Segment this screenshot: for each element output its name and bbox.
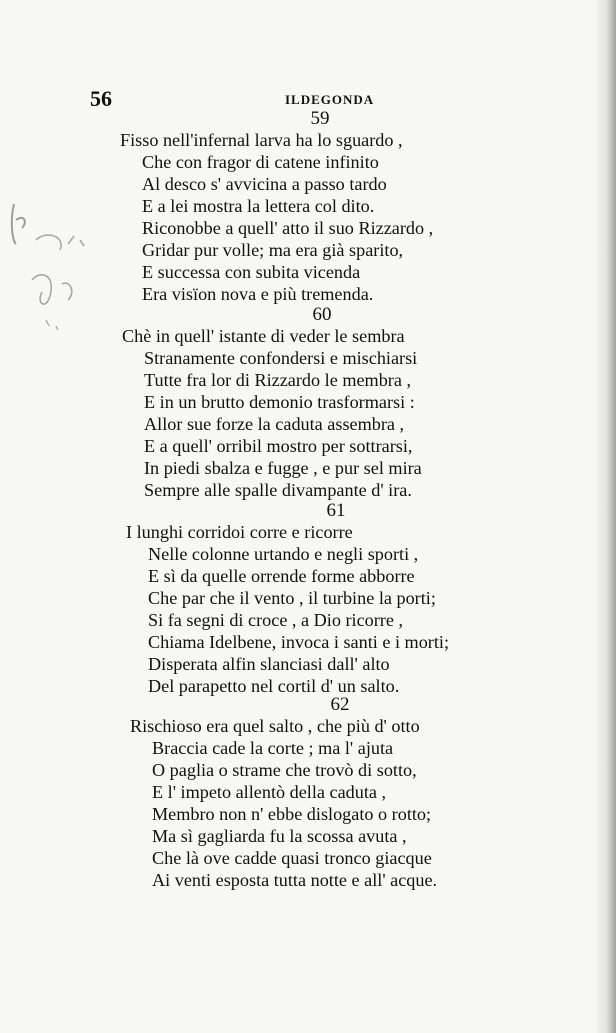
verse-line: Rischioso era quel salto , che più d' otto: [130, 716, 420, 736]
stanza-number: 62: [330, 694, 350, 715]
verse-line: Al desco s' avvicina a passo tardo: [142, 174, 387, 194]
running-title: ILDEGONDA: [285, 92, 375, 107]
verse-line: Che par che il vento , il turbine la porti;: [148, 588, 436, 608]
margin-ink-marks: [6, 200, 116, 350]
page-edge-shadow: [594, 0, 616, 1033]
verse-line: E successa con subita vicenda: [142, 262, 361, 282]
verse-line: Gridar pur volle; ma era già sparito,: [142, 240, 404, 260]
verse-line: In piedi sbalza e fugge , e pur sel mira: [144, 458, 422, 478]
verse-line: E a quell' orribil mostro per sottrarsi,: [144, 436, 413, 456]
stanza-number: 60: [312, 304, 332, 325]
verse-line: E l' impeto allentò della caduta ,: [152, 782, 387, 802]
verse-line: Tutte fra lor di Rizzardo le membra ,: [144, 370, 412, 390]
verse-line: O paglia o strame che trovò di sotto,: [152, 760, 417, 780]
verse-line: Sempre alle spalle divampante d' ira.: [144, 480, 412, 500]
stanza-number: 61: [326, 500, 346, 521]
stanza-number: 59: [310, 108, 330, 129]
verse-line: E in un brutto demonio trasformarsi :: [144, 392, 415, 412]
verse-line: Riconobbe a quell' atto il suo Rizzardo ,: [142, 218, 434, 238]
stanza-59: [120, 108, 520, 305]
verse-line: Del parapetto nel cortil d' un salto.: [148, 676, 400, 696]
verse-line: Ma sì gagliarda fu la scossa avuta ,: [152, 826, 407, 846]
verse-line: E sì da quelle orrende forme abborre: [148, 566, 415, 586]
verse-line: Che con fragor di catene infinito: [142, 152, 379, 172]
verse-line: Ai venti esposta tutta notte e all' acque.: [152, 870, 438, 890]
verse-line: E a lei mostra la lettera col dito.: [142, 196, 375, 216]
verse-line: Era visïon nova e più tremenda.: [142, 284, 374, 304]
verse-line: Disperata alfin slanciasi dall' alto: [148, 654, 390, 674]
verse-line: Stranamente confondersi e mischiarsi: [144, 348, 418, 368]
verse-line: Chiama Idelbene, invoca i santi e i morti;: [148, 632, 450, 652]
verse-line: Chè in quell' istante di veder le sembra: [122, 326, 405, 346]
stanza-60: [122, 304, 522, 501]
verse-line: Si fa segni di croce , a Dio ricorre ,: [148, 610, 404, 630]
verse-line: Allor sue forze la caduta assembra ,: [144, 414, 405, 434]
verse-line: Membro non n' ebbe dislogato o rotto;: [152, 804, 432, 824]
verse-line: Nelle colonne urtando e negli sporti ,: [148, 544, 419, 564]
verse-line: Che là ove cadde quasi tronco giacque: [152, 848, 432, 868]
verse-line: Braccia cade la corte ; ma l' ajuta: [152, 738, 394, 758]
verse-line: Fisso nell'infernal larva ha lo sguardo ,: [120, 130, 403, 150]
verse-line: I lunghi corridoi corre e ricorre: [126, 522, 353, 542]
stanza-62: [130, 694, 550, 891]
stanza-61: [126, 500, 546, 697]
page-number: 56: [90, 86, 112, 111]
